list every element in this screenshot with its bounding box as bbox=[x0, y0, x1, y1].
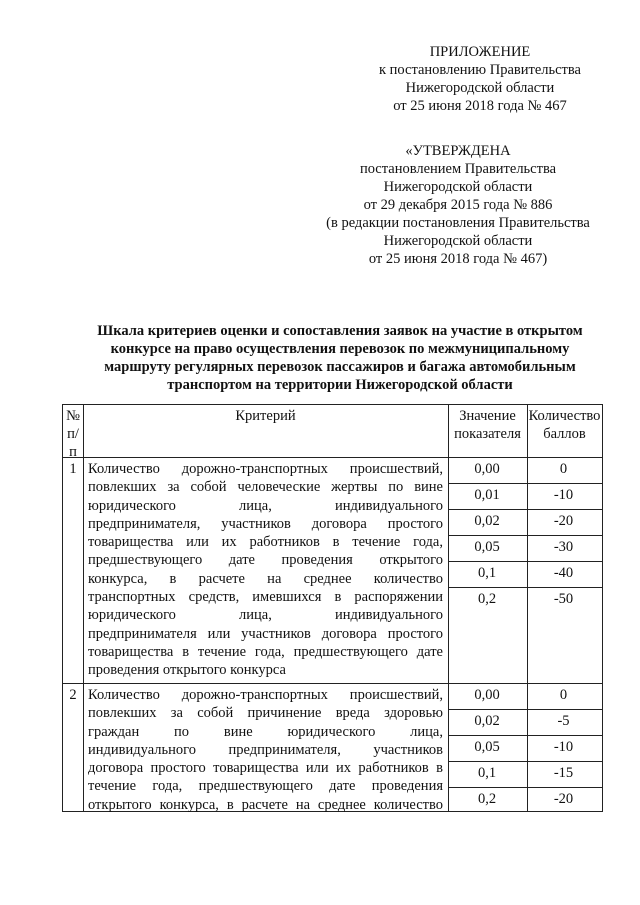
appendix-line: к постановлению Правительства bbox=[379, 62, 581, 78]
indicator-value: 0,1 bbox=[477, 565, 497, 581]
approved-line: Нижегородской области bbox=[383, 233, 533, 249]
approved-line: от 25 июня 2018 года № 467) bbox=[368, 251, 548, 267]
indicator-value: 0,05 bbox=[474, 539, 500, 555]
points-value: -5 bbox=[557, 713, 570, 729]
document-title bbox=[60, 322, 620, 394]
points-value: -40 bbox=[553, 565, 574, 581]
points-value: -30 bbox=[553, 539, 574, 555]
points-value: -15 bbox=[553, 765, 574, 781]
indicator-value: 0,01 bbox=[474, 487, 500, 503]
approved-line: «УТВЕРЖДЕНА bbox=[405, 143, 511, 159]
criterion-line: договора простого товарищества или их работников в bbox=[88, 760, 443, 777]
criterion-line: транспортных средств, имевшихся в распоряжении bbox=[88, 589, 443, 606]
title-line: Шкала критериев оценки и сопоставления заявок на участие в открытом bbox=[97, 323, 583, 339]
appendix-line: ПРИЛОЖЕНИЕ bbox=[429, 44, 531, 60]
criterion-line: товарищества в течение года, предшествующего дате bbox=[88, 643, 443, 660]
points-value: -20 bbox=[553, 791, 574, 807]
criterion-line: конкурса, в расчете на среднее количество bbox=[88, 570, 443, 587]
header-points bbox=[527, 407, 602, 443]
approved-line: (в редакции постановления Правительства bbox=[326, 215, 590, 231]
points-value: -10 bbox=[553, 487, 574, 503]
criterion-line: юридического лица, индивидуального bbox=[88, 497, 443, 514]
points-value: 0 bbox=[559, 461, 568, 477]
header-criterion: Критерий bbox=[235, 408, 296, 424]
header-value bbox=[448, 407, 527, 443]
appendix-block bbox=[340, 43, 620, 115]
indicator-value: 0,2 bbox=[477, 791, 497, 807]
header-num bbox=[63, 407, 83, 461]
title-line: маршруту регулярных перевозок пассажиров и багажа автомобильным bbox=[104, 359, 576, 375]
row-number: 2 bbox=[69, 687, 77, 703]
criterion-line: предшествующего дате проведения открытого bbox=[88, 552, 443, 569]
criterion-line: юридического лица, индивидуального bbox=[88, 607, 443, 624]
criterion-line: граждан по вине юридического лица, bbox=[88, 723, 443, 740]
indicator-value: 0,1 bbox=[477, 765, 497, 781]
indicator-value: 0,02 bbox=[474, 513, 500, 529]
indicator-value: 0,02 bbox=[474, 713, 500, 729]
criterion-line: повлекших за собой человеческие жертвы по вине bbox=[88, 479, 443, 496]
header-value-line: Значение bbox=[459, 408, 516, 424]
points-value: -50 bbox=[553, 591, 574, 607]
header-points-line: Количество bbox=[528, 408, 601, 424]
points-value: -20 bbox=[553, 513, 574, 529]
approved-line: Нижегородской области bbox=[383, 179, 533, 195]
header-value-line: показателя bbox=[454, 426, 521, 442]
criterion-line: предпринимателя, участников договора простого bbox=[88, 515, 443, 532]
criterion-line: индивидуального предпринимателя, участников bbox=[88, 741, 443, 758]
indicator-value: 0,05 bbox=[474, 739, 500, 755]
criterion-line: Количество дорожно-транспортных происшествий, bbox=[88, 461, 443, 477]
approved-block bbox=[300, 142, 616, 268]
appendix-line: Нижегородской области bbox=[405, 80, 555, 96]
points-value: 0 bbox=[559, 687, 568, 703]
criterion-line: повлекших за собой причинение вреда здоровью bbox=[88, 705, 443, 722]
criterion-text bbox=[88, 686, 443, 814]
criterion-text bbox=[88, 460, 443, 680]
header-points-line: баллов bbox=[543, 426, 586, 442]
criteria-table bbox=[62, 404, 603, 812]
criterion-line: предпринимателя или участников договора простого bbox=[88, 625, 443, 642]
criterion-line: товарищества или их работников в течение года, bbox=[88, 534, 443, 551]
appendix-line: от 25 июня 2018 года № 467 bbox=[393, 98, 567, 114]
criterion-line: проведения открытого конкурса bbox=[88, 662, 286, 679]
approved-line: постановлением Правительства bbox=[359, 161, 557, 177]
criterion-line: Количество дорожно-транспортных происшествий, bbox=[88, 687, 443, 703]
row-number: 1 bbox=[69, 461, 77, 477]
criterion-line: течение года, предшествующего дате проведения bbox=[88, 778, 443, 795]
criterion-line: открытого конкурса, в расчете на среднее количество bbox=[88, 796, 443, 813]
header-num-line: № bbox=[66, 408, 80, 424]
points-value: -10 bbox=[553, 739, 574, 755]
indicator-value: 0,00 bbox=[474, 461, 500, 477]
title-line: конкурсе на право осуществления перевозок по межмуниципальному bbox=[110, 341, 570, 357]
title-line: транспортом на территории Нижегородской области bbox=[167, 377, 513, 393]
approved-line: от 29 декабря 2015 года № 886 bbox=[363, 197, 553, 213]
indicator-value: 0,00 bbox=[474, 687, 500, 703]
header-num-line: п/ bbox=[67, 426, 79, 442]
header-num-line: п bbox=[69, 444, 77, 460]
indicator-value: 0,2 bbox=[477, 591, 497, 607]
